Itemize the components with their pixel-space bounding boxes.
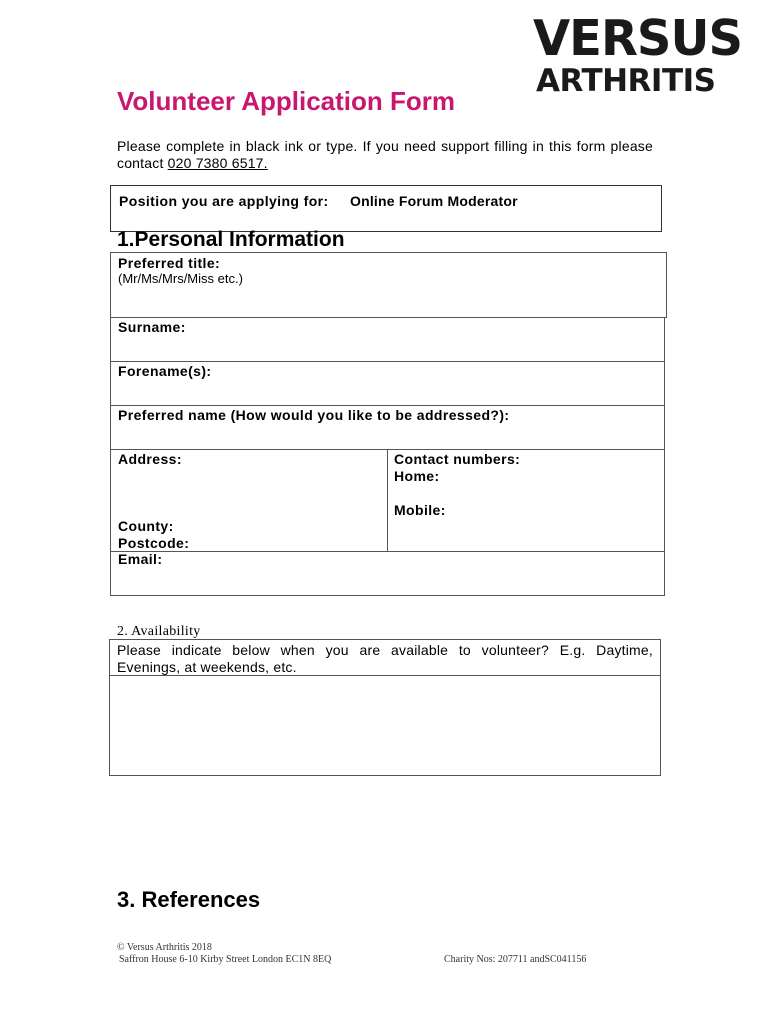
address-field[interactable] <box>110 449 388 552</box>
forenames-field[interactable] <box>110 361 665 406</box>
support-phone-link[interactable]: 020 7380 6517. <box>167 155 268 171</box>
position-label: Position you are applying for: <box>119 193 329 209</box>
preferred-title-label: Preferred title: <box>118 255 221 271</box>
home-phone-label: Home: <box>394 468 440 484</box>
email-field[interactable] <box>110 551 665 596</box>
postcode-label: Postcode: <box>118 535 190 551</box>
mobile-phone-label: Mobile: <box>394 502 446 518</box>
section-3-heading: 3. References <box>117 887 261 912</box>
preferred-title-hint: (Mr/Ms/Mrs/Miss etc.) <box>118 271 243 286</box>
section-1-heading: 1.Personal Information <box>117 228 345 251</box>
intro-paragraph <box>117 138 653 172</box>
preferred-name-field[interactable] <box>110 405 665 450</box>
footer-copyright: © Versus Arthritis 2018 <box>117 942 212 953</box>
availability-prompt: Please indicate below when you are available to volunteer? E.g. Daytime, Evenings, at weekends, etc. <box>117 642 653 675</box>
footer-address: Saffron House 6-10 Kirby Street London EC1N 8EQ <box>119 954 332 965</box>
footer-charity-numbers: Charity Nos: 207711 andSC041156 <box>444 954 587 965</box>
availability-field[interactable] <box>109 675 661 776</box>
surname-label: Surname: <box>118 319 186 335</box>
page-title: Volunteer Application Form <box>117 86 456 116</box>
forenames-label: Forename(s): <box>118 363 212 379</box>
contact-numbers-field[interactable] <box>387 449 665 552</box>
preferred-title-field[interactable] <box>110 252 667 318</box>
intro-text: Please complete in black ink or type. If you need support filling in this form please contact <box>117 138 653 171</box>
contact-numbers-label: Contact numbers: <box>394 451 521 467</box>
logo-line-1: VERSUS <box>533 9 743 68</box>
preferred-name-label: Preferred name (How would you like to be addressed?): <box>118 407 510 423</box>
surname-field[interactable] <box>110 317 665 362</box>
logo-line-2: ARTHRITIS <box>536 63 716 99</box>
email-label: Email: <box>118 551 163 567</box>
availability-prompt-box <box>109 639 661 676</box>
section-2-heading: 2. Availability <box>117 624 201 639</box>
position-value: Online Forum Moderator <box>350 193 518 209</box>
position-field[interactable] <box>110 185 662 232</box>
address-label: Address: <box>118 451 182 467</box>
county-label: County: <box>118 518 174 534</box>
versus-arthritis-logo <box>533 9 743 99</box>
